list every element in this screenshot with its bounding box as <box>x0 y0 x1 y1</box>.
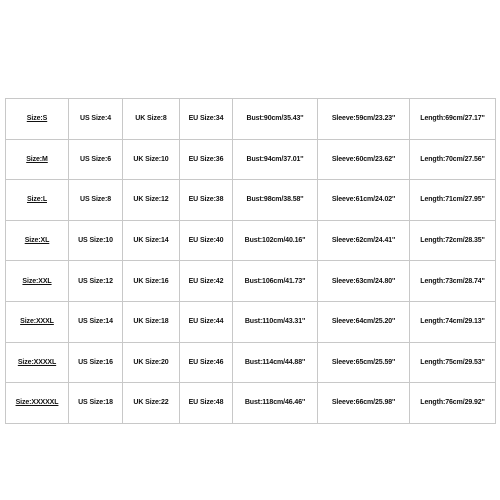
eu-size-cell: EU Size:42 <box>180 261 233 302</box>
us-size-cell: US Size:14 <box>69 301 123 342</box>
eu-size-cell: EU Size:44 <box>180 301 233 342</box>
sleeve-cell: Sleeve:63cm/24.80'' <box>318 261 410 302</box>
length-cell: Length:72cm/28.35'' <box>410 220 496 261</box>
bust-cell: Bust:118cm/46.46'' <box>233 383 318 424</box>
eu-size-cell: EU Size:34 <box>180 99 233 140</box>
size-cell: Size:S <box>6 99 69 140</box>
eu-size-cell: EU Size:40 <box>180 220 233 261</box>
us-size-cell: US Size:8 <box>69 180 123 221</box>
uk-size-cell: UK Size:10 <box>123 139 180 180</box>
table-row <box>6 261 496 302</box>
size-cell: Size:XL <box>6 220 69 261</box>
uk-size-cell: UK Size:12 <box>123 180 180 221</box>
eu-size-cell: EU Size:46 <box>180 342 233 383</box>
uk-size-cell: UK Size:14 <box>123 220 180 261</box>
bust-cell: Bust:114cm/44.88'' <box>233 342 318 383</box>
sleeve-cell: Sleeve:64cm/25.20'' <box>318 301 410 342</box>
length-cell: Length:70cm/27.56'' <box>410 139 496 180</box>
table-row <box>6 383 496 424</box>
us-size-cell: US Size:12 <box>69 261 123 302</box>
sleeve-cell: Sleeve:62cm/24.41'' <box>318 220 410 261</box>
table-row <box>6 99 496 140</box>
eu-size-cell: EU Size:38 <box>180 180 233 221</box>
size-chart-table <box>5 98 496 424</box>
table-row <box>6 180 496 221</box>
uk-size-cell: UK Size:22 <box>123 383 180 424</box>
length-cell: Length:71cm/27.95'' <box>410 180 496 221</box>
sleeve-cell: Sleeve:65cm/25.59'' <box>318 342 410 383</box>
eu-size-cell: EU Size:36 <box>180 139 233 180</box>
length-cell: Length:76cm/29.92'' <box>410 383 496 424</box>
uk-size-cell: UK Size:18 <box>123 301 180 342</box>
uk-size-cell: UK Size:20 <box>123 342 180 383</box>
size-cell: Size:XXXXL <box>6 342 69 383</box>
size-cell: Size:XXXL <box>6 301 69 342</box>
size-cell: Size:L <box>6 180 69 221</box>
us-size-cell: US Size:6 <box>69 139 123 180</box>
table-row <box>6 342 496 383</box>
us-size-cell: US Size:16 <box>69 342 123 383</box>
table-row <box>6 139 496 180</box>
bust-cell: Bust:102cm/40.16'' <box>233 220 318 261</box>
us-size-cell: US Size:4 <box>69 99 123 140</box>
uk-size-cell: UK Size:16 <box>123 261 180 302</box>
bust-cell: Bust:90cm/35.43'' <box>233 99 318 140</box>
bust-cell: Bust:110cm/43.31'' <box>233 301 318 342</box>
length-cell: Length:75cm/29.53'' <box>410 342 496 383</box>
us-size-cell: US Size:10 <box>69 220 123 261</box>
length-cell: Length:74cm/29.13'' <box>410 301 496 342</box>
us-size-cell: US Size:18 <box>69 383 123 424</box>
eu-size-cell: EU Size:48 <box>180 383 233 424</box>
sleeve-cell: Sleeve:60cm/23.62'' <box>318 139 410 180</box>
size-cell: Size:XXL <box>6 261 69 302</box>
size-cell: Size:XXXXXL <box>6 383 69 424</box>
length-cell: Length:69cm/27.17'' <box>410 99 496 140</box>
sleeve-cell: Sleeve:59cm/23.23'' <box>318 99 410 140</box>
table-row <box>6 301 496 342</box>
size-cell: Size:M <box>6 139 69 180</box>
length-cell: Length:73cm/28.74'' <box>410 261 496 302</box>
table-row <box>6 220 496 261</box>
bust-cell: Bust:98cm/38.58'' <box>233 180 318 221</box>
sleeve-cell: Sleeve:66cm/25.98'' <box>318 383 410 424</box>
bust-cell: Bust:94cm/37.01'' <box>233 139 318 180</box>
sleeve-cell: Sleeve:61cm/24.02'' <box>318 180 410 221</box>
uk-size-cell: UK Size:8 <box>123 99 180 140</box>
bust-cell: Bust:106cm/41.73'' <box>233 261 318 302</box>
